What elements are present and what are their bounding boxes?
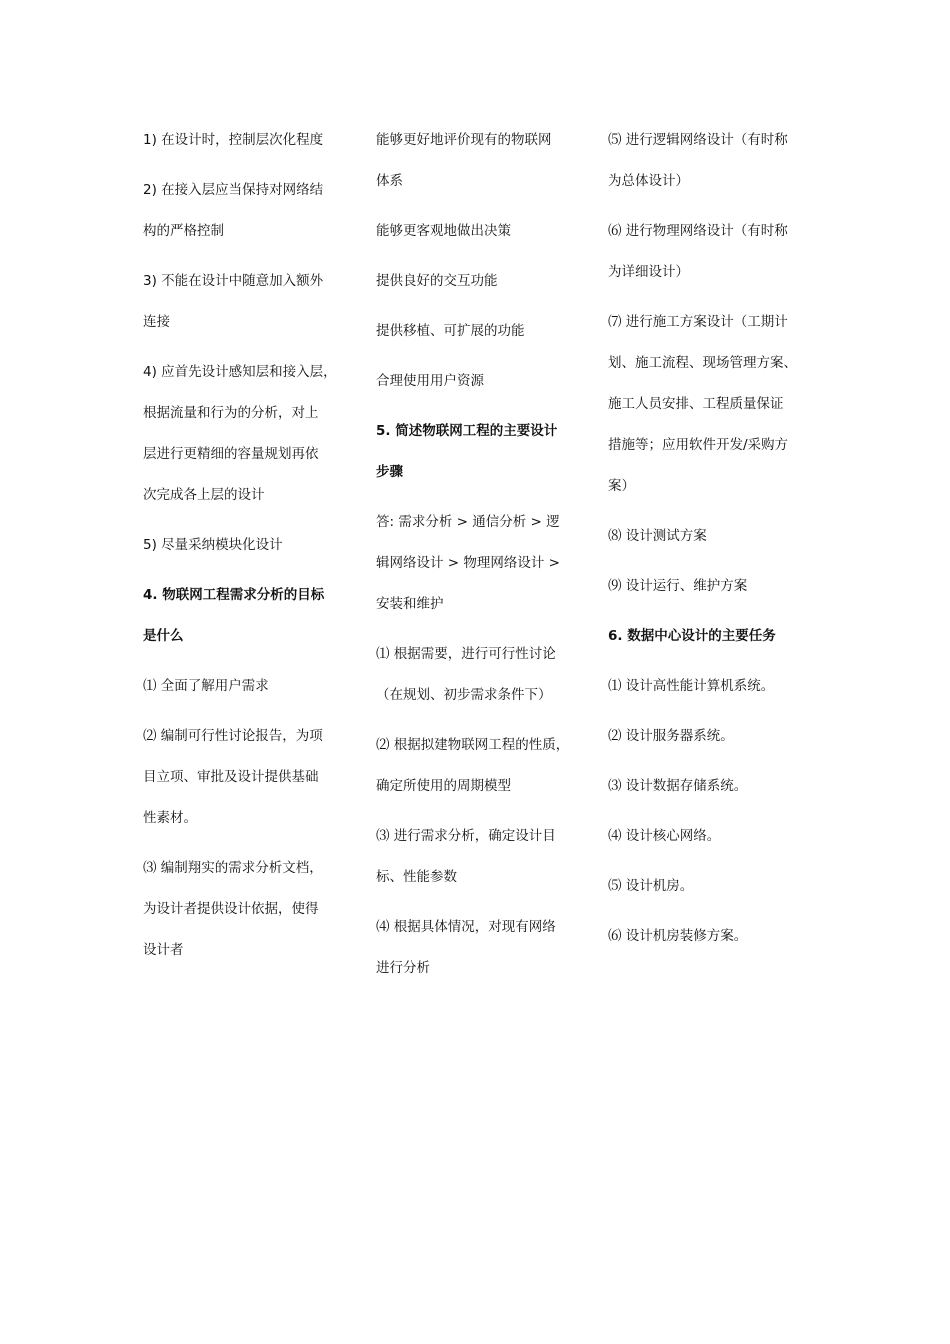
- paragraph: 3) 不能在设计中随意加入额外 连接: [143, 273, 324, 330]
- paragraph: 答: 需求分析 > 通信分析 > 逻 辑网络设计 > 物理网络设计 > 安装和维护: [376, 514, 560, 612]
- paragraph: ⑵ 设计服务器系统。: [608, 728, 734, 744]
- paragraph: ⑹ 设计机房装修方案。: [608, 928, 748, 944]
- text-column-2: [376, 120, 588, 998]
- paragraph: 提供良好的交互功能: [376, 273, 498, 289]
- paragraph: 能够更好地评价现有的物联网 体系: [376, 132, 552, 189]
- paragraph: ⑶ 进行需求分析，确定设计目 标、性能参数: [376, 828, 556, 885]
- paragraph: ⑸ 进行逻辑网络设计（有时称 为总体设计）: [608, 132, 788, 189]
- section-heading: 6. 数据中心设计的主要任务: [608, 628, 776, 644]
- text-column-1: [143, 120, 355, 980]
- paragraph: ⑵ 编制可行性讨论报告，为项 目立项、审批及设计提供基础 性素材。: [143, 728, 323, 826]
- paragraph: 提供移植、可扩展的功能: [376, 323, 525, 339]
- paragraph: ⑵ 根据拟建物联网工程的性质， 确定所使用的周期模型: [376, 737, 570, 794]
- paragraph: 合理使用用户资源: [376, 373, 484, 389]
- paragraph: ⑶ 设计数据存储系统。: [608, 778, 748, 794]
- section-heading: 5. 简述物联网工程的主要设计 步骤: [376, 423, 558, 480]
- paragraph: ⑶ 编制翔实的需求分析文档， 为设计者提供设计依据，使得 设计者: [143, 860, 323, 958]
- paragraph: 2) 在接入层应当保持对网络结 构的严格控制: [143, 182, 324, 239]
- paragraph: ⑻ 设计测试方案: [608, 528, 707, 544]
- section-heading: 4. 物联网工程需求分析的目标 是什么: [143, 587, 325, 644]
- paragraph: 4) 应首先设计感知层和接入层， 根据流量和行为的分析，对上 层进行更精细的容量规划再依 次完成各上层的设计: [143, 364, 337, 503]
- paragraph: 能够更客观地做出决策: [376, 223, 511, 239]
- text-column-3: [608, 120, 820, 966]
- paragraph: ⑷ 设计核心网络。: [608, 828, 721, 844]
- paragraph: ⑹ 进行物理网络设计（有时称 为详细设计）: [608, 223, 788, 280]
- paragraph: ⑴ 设计高性能计算机系统。: [608, 678, 775, 694]
- paragraph: ⑷ 根据具体情况，对现有网络 进行分析: [376, 919, 556, 976]
- paragraph: ⑴ 全面了解用户需求: [143, 678, 269, 694]
- paragraph: ⑸ 设计机房。: [608, 878, 694, 894]
- paragraph: ⑺ 进行施工方案设计（工期计 划、施工流程、现场管理方案、 施工人员安排、工程质量保证 措施等；应用软件开发/采购方 案）: [608, 314, 797, 494]
- paragraph: ⑴ 根据需要，进行可行性讨论 （在规划、初步需求条件下）: [376, 646, 556, 703]
- paragraph: 5) 尽量采纳模块化设计: [143, 537, 283, 553]
- paragraph: 1) 在设计时，控制层次化程度: [143, 132, 324, 148]
- paragraph: ⑼ 设计运行、维护方案: [608, 578, 748, 594]
